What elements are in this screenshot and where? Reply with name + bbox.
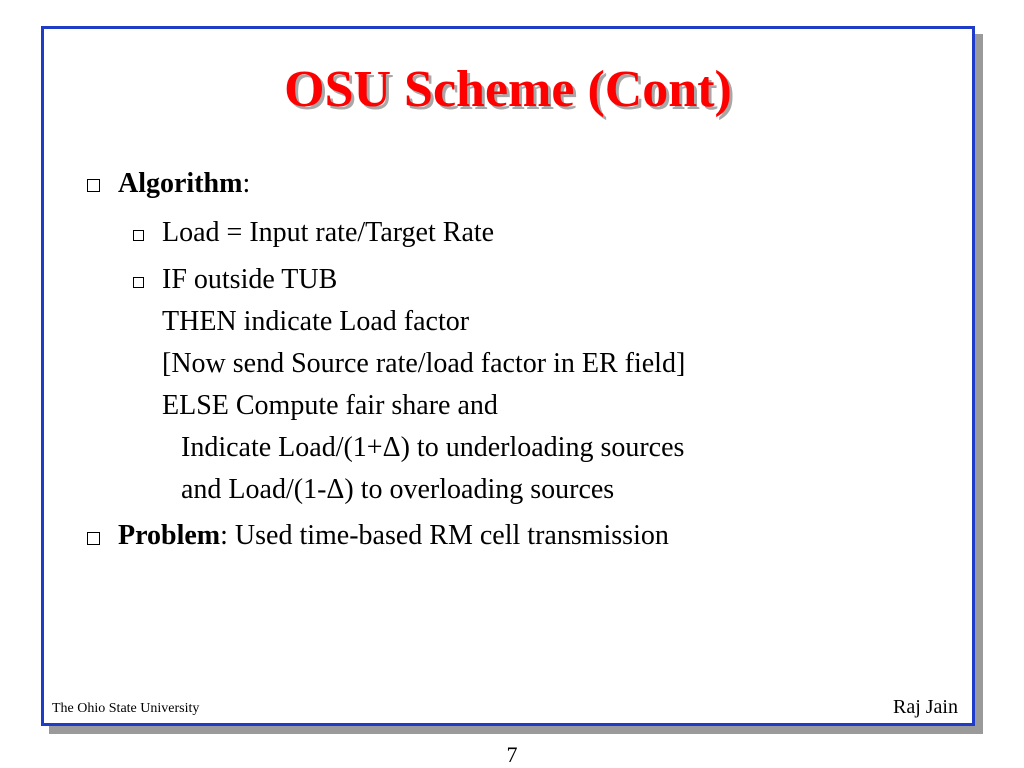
slide — [41, 26, 975, 726]
footer-author: Raj Jain — [893, 696, 958, 718]
algorithm-label: Algorithm — [118, 168, 243, 199]
algorithm-suffix: : — [242, 168, 251, 199]
sub-bullet-square-icon — [133, 277, 144, 288]
overloading-line: and Load/(1-Δ) to overloading sources — [181, 474, 615, 505]
if-line: IF outside TUB — [162, 264, 338, 295]
bullet-square-icon — [87, 532, 100, 545]
indicate-underloading-line: Indicate Load/(1+Δ) to underloading sources — [181, 432, 685, 463]
bullet-algorithm — [118, 163, 250, 205]
problem-label: Problem — [118, 520, 221, 551]
then-line: THEN indicate Load factor — [162, 306, 470, 337]
sub-bullet-load: Load = Input rate/Target Rate — [162, 217, 495, 248]
slide-title: OSU Scheme (Cont) — [284, 61, 732, 118]
footer-institution: The Ohio State University — [52, 701, 200, 716]
bullet-problem — [118, 515, 669, 557]
bullet-square-icon — [87, 179, 100, 192]
page-number: 7 — [506, 742, 518, 767]
else-line: ELSE Compute fair share and — [162, 390, 498, 421]
now-send-line: [Now send Source rate/load factor in ER field] — [162, 348, 686, 379]
problem-text: : Used time-based RM cell transmission — [220, 520, 669, 551]
sub-bullet-square-icon — [133, 230, 144, 241]
